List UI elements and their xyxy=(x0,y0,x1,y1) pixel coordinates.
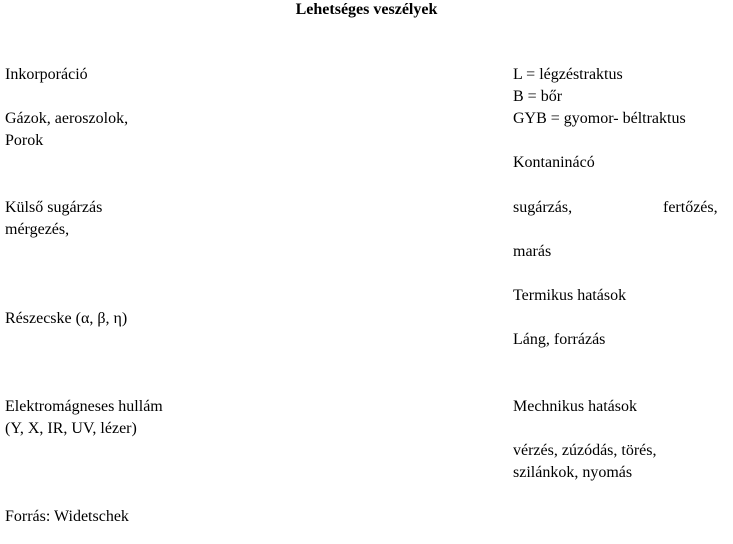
source-text: Forrás: Widetschek xyxy=(5,508,129,525)
termikus-hatasok-heading: Termikus hatások xyxy=(513,287,627,304)
kontaminacio-heading: Kontaninácó xyxy=(513,154,595,171)
gazok-aeroszolok-text: Gázok, aeroszolok, xyxy=(5,110,129,127)
reszecske-text: Részecske (α, β, η) xyxy=(5,310,128,327)
mergezes-text: mérgezés, xyxy=(5,221,70,238)
elektromagneses-types-text: (Y, X, IR, UV, lézer) xyxy=(5,420,137,437)
bor-text: B = bőr xyxy=(513,88,563,105)
elektromagneses-hullam-text: Elektromágneses hullám xyxy=(5,398,163,415)
porok-text: Porok xyxy=(5,132,44,149)
verzes-text: vérzés, zúzódás, törés, xyxy=(513,442,657,459)
page-title: Lehetséges veszélyek xyxy=(295,1,438,18)
legzestraktus-text: L = légzéstraktus xyxy=(513,66,623,83)
szilankok-text: szilánkok, nyomás xyxy=(513,464,633,481)
maras-text: marás xyxy=(513,243,552,260)
sugarzas-text: sugárzás, xyxy=(513,199,573,216)
kulso-sugarzas-heading: Külső sugárzás xyxy=(5,199,103,216)
inkorporacio-heading: Inkorporáció xyxy=(5,66,88,83)
gyomor-beltraktus-text: GYB = gyomor- béltraktus xyxy=(513,110,686,127)
mechnikus-hatasok-heading: Mechnikus hatások xyxy=(513,398,637,415)
lang-forrazas-text: Láng, forrázás xyxy=(513,331,606,348)
fertozes-text: fertőzés, xyxy=(663,199,718,216)
